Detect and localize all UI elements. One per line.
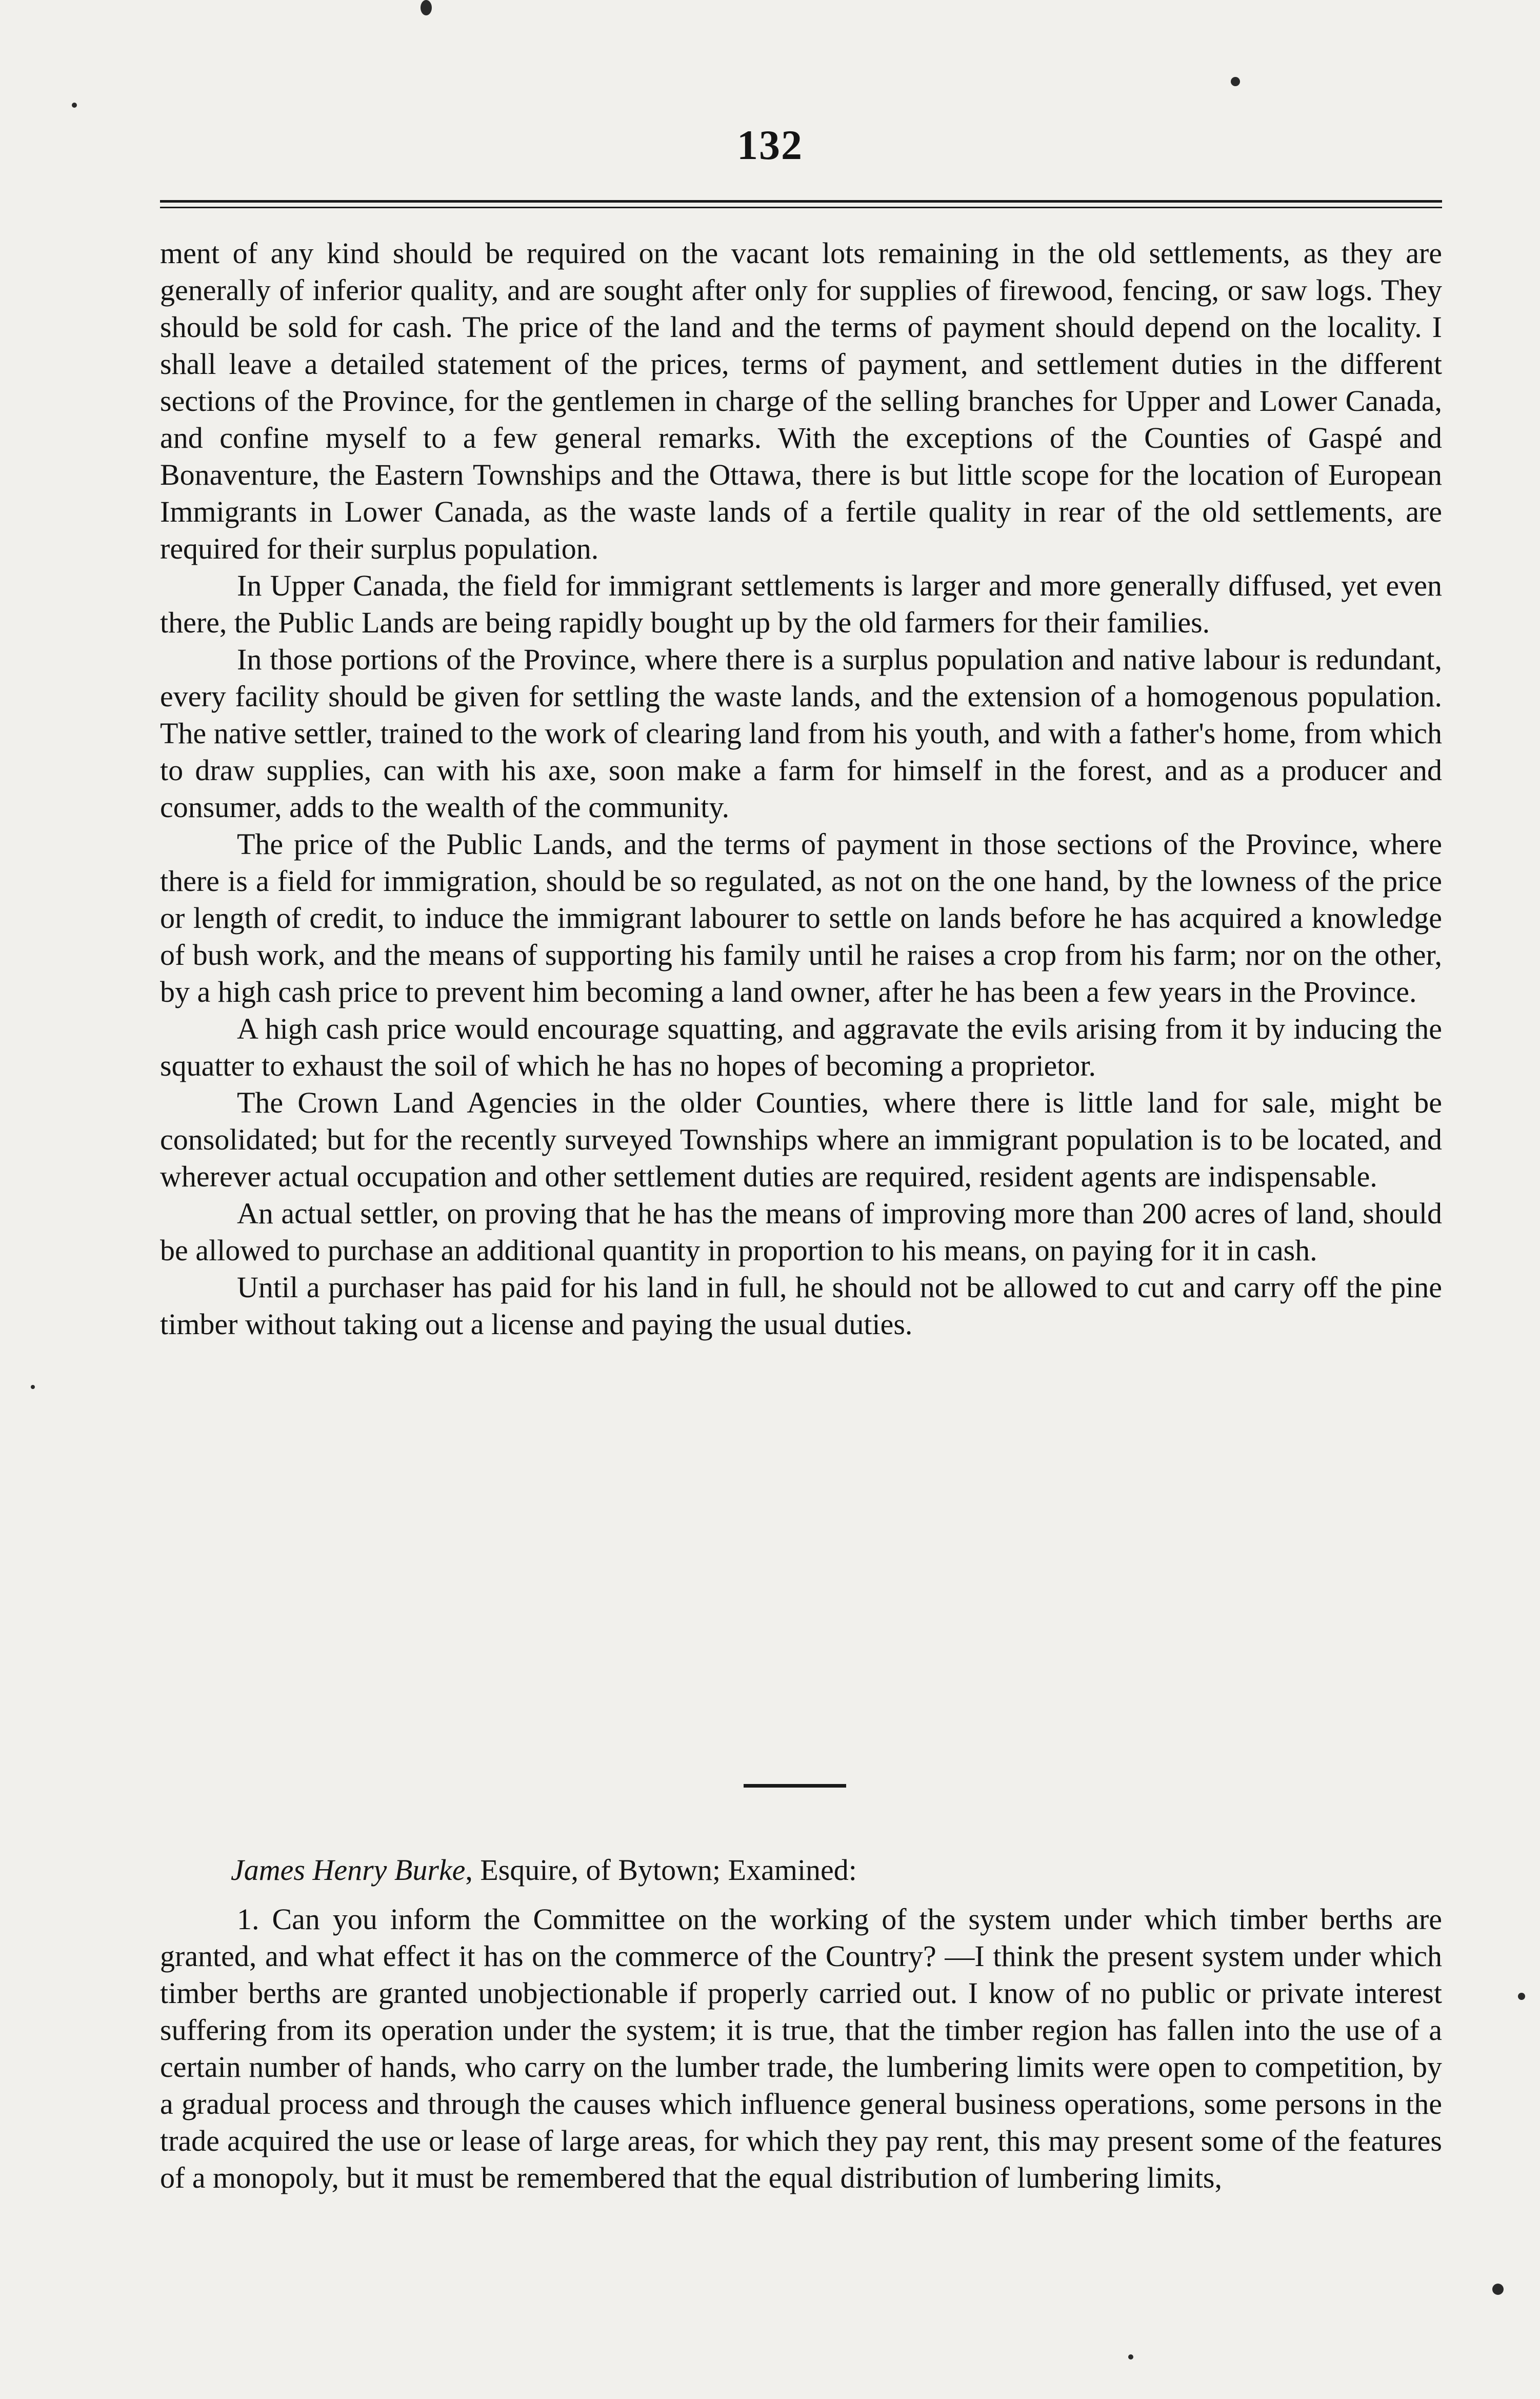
scan-speck [1231,77,1240,86]
examination-section [160,1852,1442,2196]
header-double-rule [160,200,1442,208]
paragraph-2: In Upper Canada, the field for immigrant settlements is larger and more generally diffused, yet even there, the Public Lands are being rapidly bought up by the old farmers for their families. [160,569,1442,639]
paragraph-7: An actual settler, on proving that he has the means of improving more than 200 acres of land, should be allowed to purchase an additional quantity in proportion to his means, on paying for it in cash. [160,1197,1442,1267]
witness-heading [160,1852,1442,1889]
question-answer-1: 1. Can you inform the Committee on the working of the system under which timber berths are granted, and what effect it has on the commerce of the Country? —I think the present system under which timber berths are granted unobjectionable if properly carried out. I know of no public or private interest suffering from its operation under the system; it is true, that the timber region has fallen into the use of a certain number of hands, who carry on the lumber trade, the lumbering limits were open to competition, by a gradual process and through the causes which influence general business operations, some persons in the trade acquired the use or lease of large areas, for which they pay rent, this may present some of the features of a monopoly, but it must be remembered that the equal distribution of lumbering limits, [160,1902,1442,2194]
paragraph-5: A high cash price would encourage squatting, and aggravate the evils arising from it by inducing the squatter to exhaust the soil of which he has no hopes of becoming a proprietor. [160,1012,1442,1082]
scan-speck [1492,2284,1504,2295]
scan-speck [31,1385,35,1389]
paragraph-4: The price of the Public Lands, and the terms of payment in those sections of the Province, where there is a field for immigration, should be so regulated, as not on the one hand, by the lowness of the price or length of credit, to induce the immigrant labourer to settle on lands before he has acquired a knowledge of bush work, and the means of supporting his family until he raises a crop from his farm; nor on the other, by a high cash price to prevent him becoming a land owner, after he has been a few years in the Province. [160,827,1442,1008]
scan-speck [1518,1993,1525,2000]
paragraph-1: ment of any kind should be required on the vacant lots remaining in the old settlements, as they are generally of inferior quality, and are sought after only for supplies of firewood, fencing, or saw logs. They should be sold for cash. The price of the land and the terms of payment should depend on the locality. I shall leave a detailed statement of the prices, terms of payment, and settlement duties in the different sections of the Province, for the gentlemen in charge of the selling branches for Upper and Lower Canada, and confine myself to a few general remarks. With the exceptions of the Counties of Gaspé and Bonaventure, the Eastern Townships and the Ottawa, there is but little scope for the location of European Immigrants in Lower Canada, as the waste lands of a fertile quality in rear of the old settlements, are required for their surplus population. [160,236,1442,565]
page-number: 132 [737,122,803,168]
paragraph-8: Until a purchaser has paid for his land in full, he should not be allowed to cut and carry off the pine timber without taking out a license and paying the usual duties. [160,1271,1442,1341]
scan-speck [72,103,77,108]
paragraph-6: The Crown Land Agencies in the older Counties, where there is little land for sale, might be consolidated; but for the recently surveyed Townships where an immigrant population is to be located, and wherever actual occupation and other settlement duties are required, resident agents are indispensable. [160,1086,1442,1193]
witness-title: , Esquire, of Bytown; Examined: [465,1853,857,1887]
paragraph-3: In those portions of the Province, where there is a surplus population and native labour is redundant, every facility should be given for settling the waste lands, and the extension of a homogenous population. The native settler, trained to the work of clearing land from his youth, and with a father's home, from which to draw supplies, can with his axe, soon make a farm for himself in the forest, and as a producer and consumer, adds to the wealth of the community. [160,643,1442,824]
scan-speck [1128,2354,1133,2360]
report-text [160,235,1442,1343]
witness-name: James Henry Burke [231,1853,466,1887]
scan-speck [421,0,432,15]
section-divider [744,1784,846,1788]
